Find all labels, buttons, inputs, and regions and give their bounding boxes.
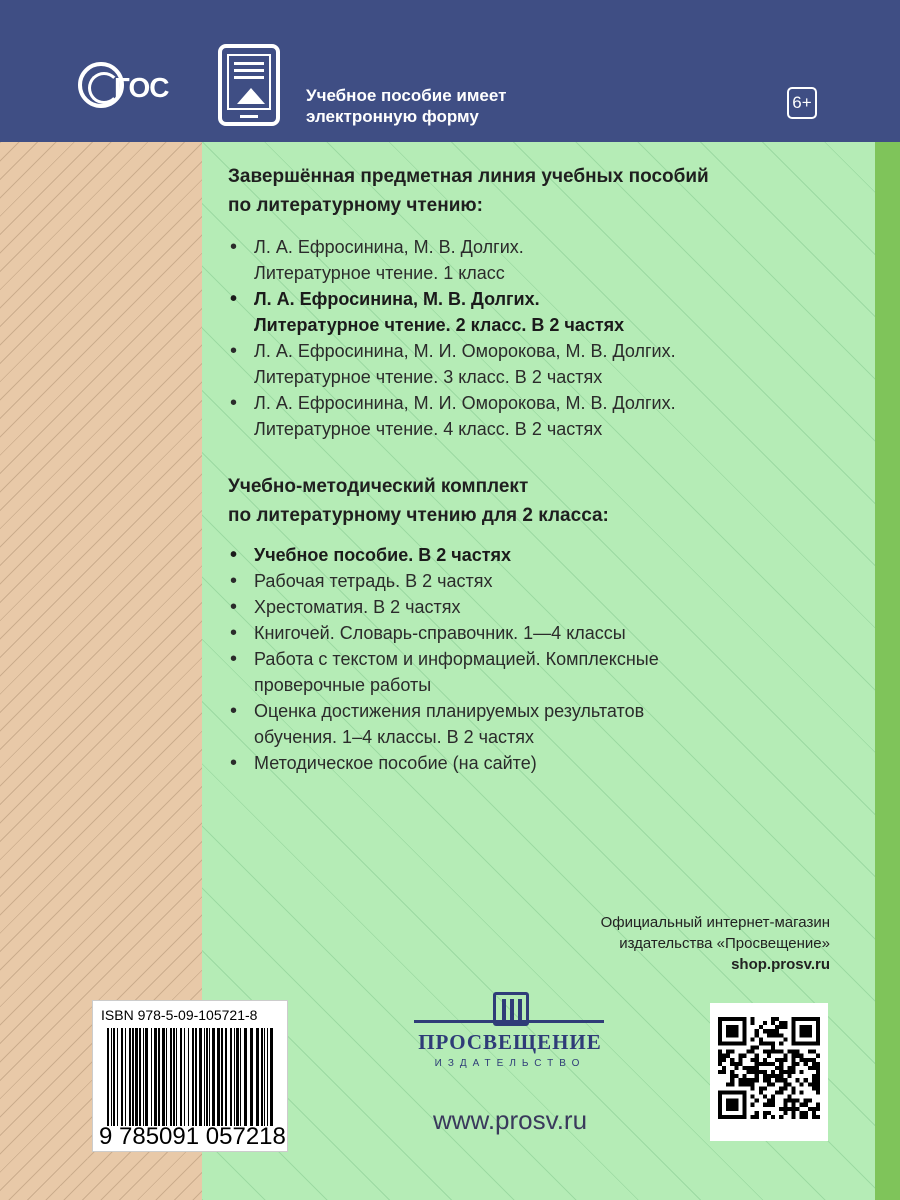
kit-item-text: • Работа с текстом и информацией. Комплексные [254, 649, 659, 669]
age-rating-badge: 6+ [787, 87, 817, 119]
shop-line2: издательства «Просвещение» [619, 935, 830, 952]
kit-item-text-cont: обучения. 1–4 классы. В 2 частях [254, 727, 535, 747]
kit-item [228, 594, 868, 620]
barcode-digits: 9 785091 057218 [99, 1123, 286, 1150]
kit-item [228, 620, 868, 646]
publisher-rule [414, 1020, 604, 1023]
kit-item-text: • Методическое пособие (на сайте) [254, 753, 537, 773]
kit-item [228, 750, 868, 776]
tablet-screen [227, 54, 271, 110]
series-heading [228, 162, 868, 220]
isbn-label: ISBN 978-5-09-105721-8 [101, 1007, 258, 1023]
isbn-barcode [92, 1000, 288, 1152]
kit-item-text-cont: проверочные работы [254, 675, 432, 695]
publisher-subtitle: ИЗДАТЕЛЬСТВО [434, 1058, 586, 1069]
series-item [228, 338, 868, 390]
fgos-logo [78, 62, 178, 112]
series-item-authors: • Л. А. Ефросинина, М. И. Оморокова, М. В. Долгих. [254, 393, 676, 413]
series-item [228, 234, 868, 286]
tablet-home-button [240, 115, 258, 118]
kit-item [228, 698, 868, 750]
series-item [228, 390, 868, 442]
barcode-bars [107, 1028, 277, 1126]
series-heading-line1: Завершённая предметная линия учебных пособий [228, 166, 709, 187]
series-item-current [228, 286, 868, 338]
ebook-notice-line1: Учебное пособие имеет [306, 86, 507, 105]
kit-item-current [228, 542, 868, 568]
kit-item [228, 646, 868, 698]
series-item-title: Литературное чтение. 3 класс. В 2 частях [254, 367, 603, 387]
ebook-notice [306, 85, 506, 127]
series-item-title: Литературное чтение. 4 класс. В 2 частях [254, 419, 603, 439]
series-heading-line2: по литературному чтению: [228, 195, 483, 216]
content-block [228, 162, 868, 776]
series-item-authors: • Л. А. Ефросинина, М. И. Оморокова, М. В. Долгих. [254, 341, 676, 361]
series-item-title: Литературное чтение. 2 класс. В 2 частях [254, 315, 625, 335]
series-item-authors: • Л. А. Ефросинина, М. В. Долгих. [254, 237, 524, 257]
tablet-icon [218, 44, 280, 126]
shop-url-link[interactable]: shop.prosv.ru [731, 956, 830, 973]
ebook-notice-line2: электронную форму [306, 107, 479, 126]
publisher-name: ПРОСВЕЩЕНИЕ [418, 1030, 602, 1054]
kit-item-text: • Рабочая тетрадь. В 2 частях [254, 571, 493, 591]
kit-heading-line2: по литературному чтению для 2 класса: [228, 505, 609, 526]
kit-heading-line1: Учебно-методический комплект [228, 476, 529, 497]
series-item-title: Литературное чтение. 1 класс [254, 263, 505, 283]
kit-list [228, 542, 868, 776]
series-item-authors: • Л. А. Ефросинина, М. В. Долгих. [254, 289, 540, 309]
kit-item-text: • Учебное пособие. В 2 частях [254, 545, 512, 565]
right-color-strip [875, 142, 900, 1200]
qr-code-pattern [718, 1017, 820, 1119]
fgos-label: ГОС [114, 72, 169, 103]
kit-item-text: • Хрестоматия. В 2 частях [254, 597, 461, 617]
publisher-website-link[interactable]: www.prosv.ru [432, 1105, 588, 1135]
series-list [228, 234, 868, 442]
kit-item-text: • Книгочей. Словарь-справочник. 1—4 классы [254, 623, 626, 643]
shop-line1: Официальный интернет-магазин [600, 914, 830, 931]
shop-info [601, 912, 830, 975]
kit-item [228, 568, 868, 594]
kit-heading [228, 472, 868, 530]
publisher-logo [410, 992, 610, 1082]
qr-code[interactable] [710, 1003, 828, 1141]
kit-item-text: • Оценка достижения планируемых результатов [254, 701, 645, 721]
